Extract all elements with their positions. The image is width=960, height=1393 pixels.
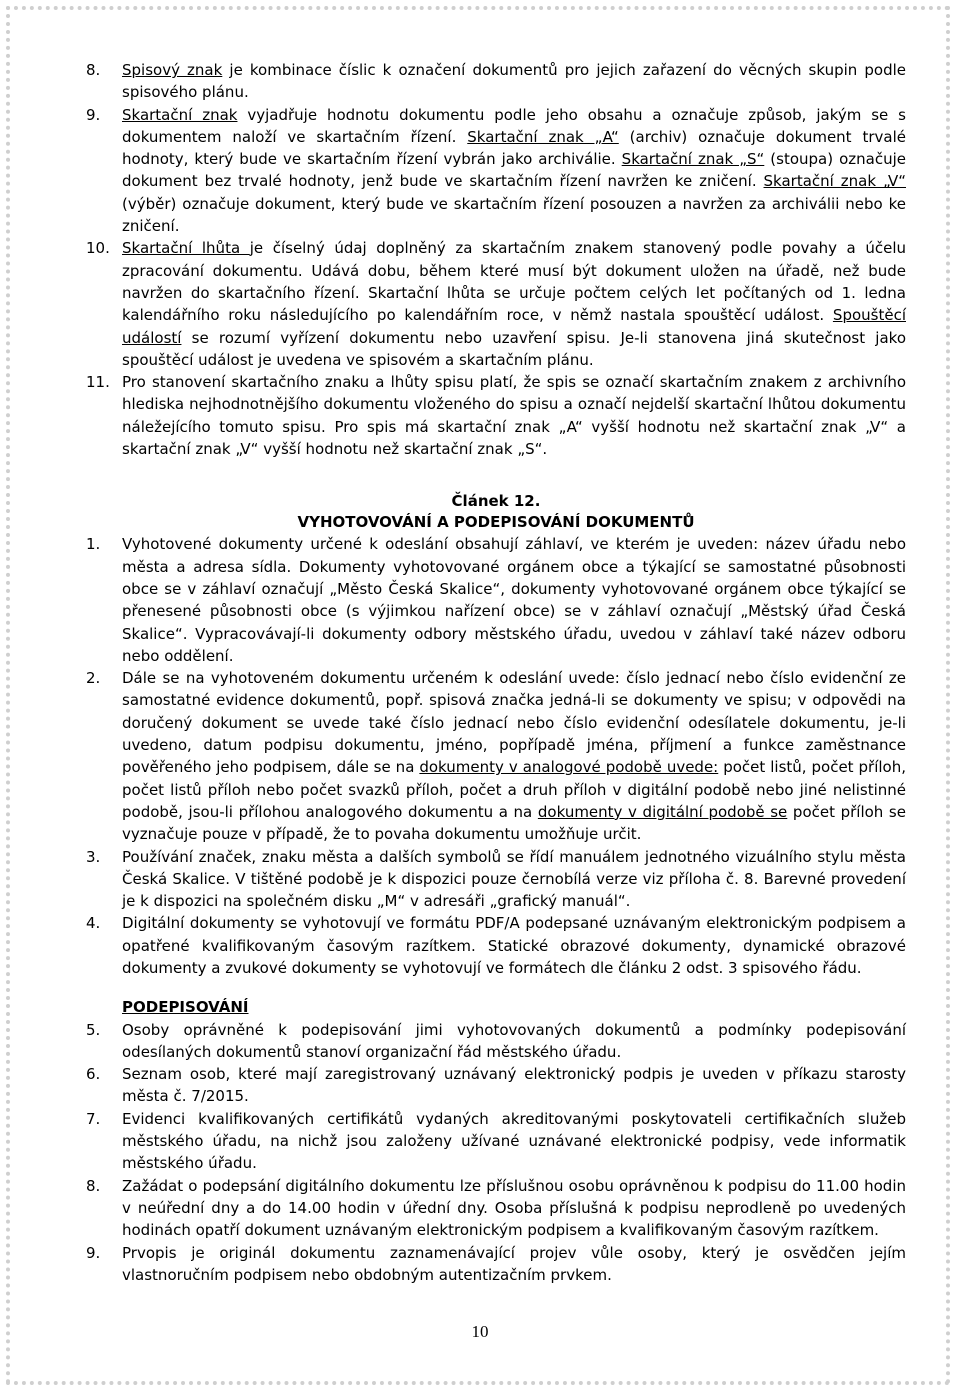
- section-subheading: PODEPISOVÁNÍ: [122, 998, 249, 1017]
- defined-term: dokumenty v digitální podobě se: [537, 802, 788, 821]
- item-text: Zažádat o podepsání digitálního dokumentu lze příslušnou osobu oprávněnou k podpisu do 11.00 hodin v neúřední dny a do 14.00 hodin v úřední dny. Osoba příslušná k podpisu neprodleně po uvedených hodinách opatří dokument uznávaným elektronickým podpisem a kvalifikovaným časovým razítkem.: [122, 1176, 906, 1240]
- item-text: Používání značek, znaku města a dalších symbolů se řídí manuálem jednotného vizuálního stylu města Česká Skalice. V tištěné podobě je k dispozici pouze černobílá verze viz příloha č. 8. Barevné provedení je k dispozici na společném disku „M“ v adresáři „grafický manuál“.: [122, 847, 906, 911]
- item-number: 5.: [86, 1020, 101, 1039]
- item-text: je číselný údaj doplněný za skartačním znakem stanovený podle povahy a účelu zpracování dokumentu. Udává dobu, během které musí být dokument uložen na úřadě, než bude navržen do skartačního řízení. Skartační lhůta se určuje počtem celých let počítaných od 1. ledna kalendářního roku následujícího po kalendářním roce, v němž nastala spouštěcí událost.: [122, 239, 906, 325]
- defined-term: Spisový znak: [122, 61, 223, 79]
- defined-term: Spouštěcí událostí: [122, 306, 906, 347]
- item-number: 2.: [86, 669, 101, 688]
- list-item: [86, 533, 906, 667]
- page-number: 10: [471, 1322, 489, 1341]
- item-number: 1.: [86, 535, 101, 554]
- item-text: vyjadřuje hodnotu dokumentu podle jeho obsahu a označuje způsob, jakým se s dokumentem naloží ve skartačním řízení.: [122, 105, 906, 146]
- list-item: [86, 1108, 906, 1175]
- item-text: (archiv) označuje dokument trvalé hodnoty, který bude ve skartačním řízení vybrán jako archiválie.: [122, 127, 906, 169]
- article-title: VYHOTOVOVÁNÍ A PODEPISOVÁNÍ DOKUMENTŮ: [297, 513, 695, 532]
- defined-term: Skartační znak „S“: [621, 150, 765, 169]
- defined-term: Skartační znak „V“: [763, 172, 906, 191]
- item-text: Digitální dokumenty se vyhotovují ve formátu PDF/A podepsané uznávaným elektronickým podpisem a opatřené kvalifikovaným časovým razítkem. Statické obrazové dokumenty, dynamické obrazové dokumenty a zvukové dokumenty se vyhotovují ve formátech dle článku 2 odst. 3 spisového řádu.: [122, 914, 906, 977]
- list-item: [86, 1242, 906, 1287]
- list-item: [86, 1063, 906, 1108]
- item-text: počet listů, počet příloh, počet listů příloh nebo počet svazků příloh, počet a druh příloh v digitální podobě nebo jiné nelistinné podobě, jsou-li přílohou analogového dokumentu a na: [122, 758, 907, 821]
- item-number: 6.: [86, 1065, 101, 1084]
- defined-term: Skartační znak „A“: [467, 127, 619, 146]
- item-number: 7.: [86, 1109, 101, 1128]
- item-number: 10.: [86, 239, 110, 258]
- item-number: 9.: [86, 1243, 101, 1262]
- item-text: Pro stanovení skartačního znaku a lhůty spisu platí, že spis se označí skartačním znakem z archivního hlediska nejhodnotnějšího dokumentu vloženého do spisu a označí nejdelší skartační lhůtou dokumentu náležejícího tomuto spisu. Pro spis má skartační znak „A“ vyšší hodnotu než skartační znak „V“ a skartační znak „V“ vyšší hodnotu než skartační znak „S“.: [122, 373, 906, 459]
- list-signing-items: [86, 1019, 906, 1287]
- item-text: (výběr) označuje dokument, který bude ve skartačním řízení posouzen a navržen za archiválii nebo ke zničení.: [122, 194, 906, 236]
- item-text: Osoby oprávněné k podepisování jimi vyhotovovaných dokumentů a podmínky podepisování odesílaných dokumentů stanoví organizační řád městského úřadu.: [122, 1020, 906, 1061]
- list-item: [86, 104, 906, 238]
- list-item: [86, 1175, 906, 1242]
- item-text: Dále se na vyhotoveném dokumentu určeném k odeslání uvede: číslo jednací nebo číslo evidenční ze samostatné evidence dokumentů, popř. spisová značka jedná-li se dokumenty ve spisu; v odpovědi na doručený dokument se uvede také číslo jednací nebo číslo evidenční odesílatele dokumentu, je-li uvedeno, datum podpisu dokumentu, jméno, popřípadě jména, příjmení a funkce zaměstnance pověřeného jeho podpisem, dále se na: [122, 669, 906, 777]
- list-item: [86, 846, 906, 913]
- item-text: počet příloh se vyznačuje pouze v případě, že to povaha dokumentu umožňuje určit.: [122, 802, 906, 844]
- item-text: Prvopis je originál dokumentu zaznamenávající projev vůle osoby, který je osvědčen jejím vlastnoručním podpisem nebo obdobným autentizačním prvkem.: [122, 1243, 906, 1284]
- item-number: 4.: [86, 914, 101, 933]
- document-body: [86, 59, 906, 1286]
- list-definitions: [86, 59, 906, 460]
- item-text: Vyhotovené dokumenty určené k odeslání obsahují záhlaví, ve kterém je uveden: název úřadu nebo města a adresa sídla. Dokumenty vyhotovované orgánem obce a týkající se samostatné působnosti obce se v záhlaví označují „Město Česká Skalice“, dokumenty vyhotovované orgánem obce týkající se přenesené působnosti obce (s výjimkou nařízení obce) se v záhlaví označují „Městský úřad Česká Skalice“. Vypracovávají-li dokumenty odbory městského úřadu, uvedou v záhlaví také název odboru nebo oddělení.: [122, 535, 906, 665]
- defined-term: Skartační znak: [122, 105, 238, 124]
- defined-term: dokumenty v analogové podobě uvede:: [419, 758, 719, 777]
- item-text: Evidenci kvalifikovaných certifikátů vydaných akreditovanými poskytovateli certifikačních služeb městského úřadu, na nichž jsou založeny užívané uznávané elektronické podpisy, vede informatik městského úřadu.: [122, 1109, 906, 1173]
- item-number: 3.: [86, 847, 101, 866]
- list-article-items: [86, 533, 906, 979]
- item-number: 8.: [86, 1176, 101, 1195]
- article-heading: [86, 491, 906, 533]
- list-item: [86, 59, 906, 104]
- list-item: [86, 667, 906, 845]
- item-number: 8.: [86, 61, 101, 79]
- list-item: [86, 371, 906, 460]
- item-text: Seznam osob, které mají zaregistrovaný uznávaný elektronický podpis je uveden v příkazu starosty města č. 7/2015.: [122, 1065, 906, 1106]
- list-item: [86, 912, 906, 979]
- item-text: se rozumí vyřízení dokumentu nebo uzavření spisu. Je-li stanovena jiná skutečnost jako spouštěcí událost je uvedena ve spisovém a skartačním plánu.: [122, 328, 906, 369]
- item-text: (stoupa) označuje dokument bez trvalé hodnoty, jenž bude ve skartačním řízení navržen ke zničení.: [122, 150, 906, 191]
- defined-term: Skartační lhůta: [122, 239, 250, 258]
- list-item: [86, 1019, 906, 1064]
- article-number: Článek 12.: [451, 492, 541, 511]
- item-text: je kombinace číslic k označení dokumentů pro jejich zařazení do věcných skupin podle spisového plánu.: [122, 61, 906, 102]
- item-number: 9.: [86, 105, 101, 124]
- list-item: [86, 237, 906, 371]
- item-number: 11.: [86, 373, 110, 392]
